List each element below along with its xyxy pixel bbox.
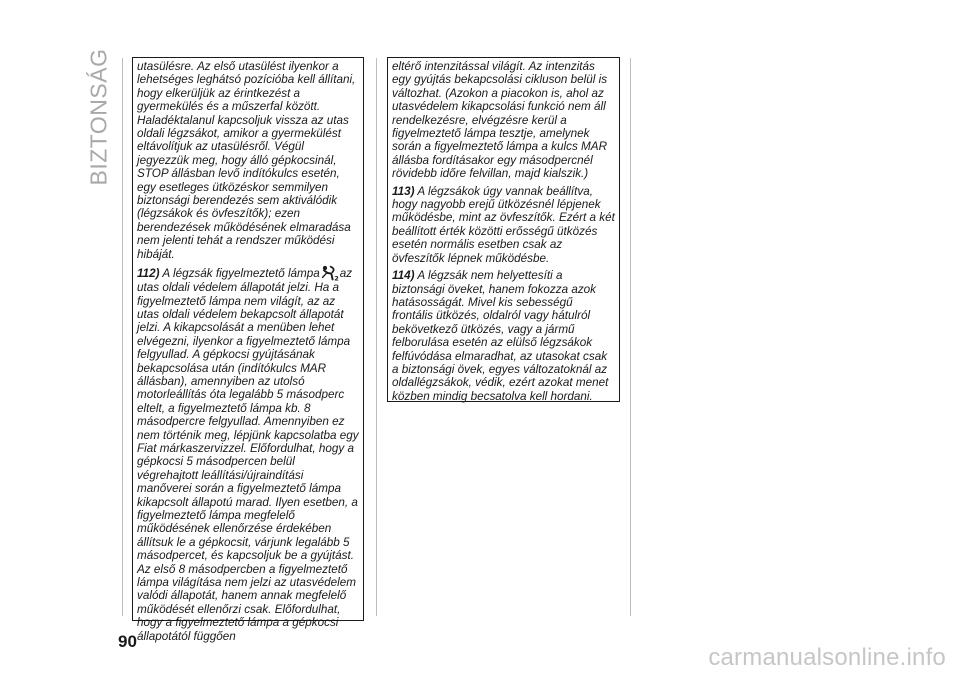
svg-text:2: 2 <box>333 274 339 282</box>
right-paragraph-3-body: A légzsák nem helyettesíti a biztonsági öveket, hanem fokozza azok hatásosságát. Mivel kis sebességű frontális ütközés, oldalról vagy hátulról bekövetkező ütközés, vagy a jármű felborulása esetén az elülső légzsákok felfúvódása elmaradhat, az utasokat csak a biztonsági övek, egyes változatoknál az oldallégzsákok, védik, ezért azokat menet közben mindig becsatolva kell hordani. <box>392 269 609 403</box>
warning-box-left <box>132 57 364 643</box>
note-number-113: 113) <box>392 184 415 198</box>
left-paragraph-2-lead: A légzsák figyelmeztető lámpa <box>162 267 320 281</box>
right-paragraph-2 <box>392 185 615 265</box>
left-paragraph-2 <box>137 265 359 643</box>
right-paragraph-3 <box>392 269 615 403</box>
left-paragraph-1: utasülésre. Az első utasülést ilyenkor a lehetséges leghátsó pozícióba kell állítani, hogy elkerüljük az érintkezést a gyermekülés és a műszerfal között. Haladéktalanul kapcsoljuk vissza az utas oldali légzsákot, amikor a gyermekülést eltávolítjuk az utasülésről. Végül jegyezzük meg, hogy álló gépkocsinál, STOP állásban levő indítókulcs esetén, egy esetleges ütközéskor semmilyen biztonsági berendezés sem aktiválódik (légzsákok és övfeszítők); ezen berendezések működésének elmaradása nem jelenti tehát a rendszer működési hibáját. <box>137 60 356 261</box>
airbag-off-lamp-icon <box>321 265 339 281</box>
page-number: 90 <box>118 632 137 651</box>
column-divider-right <box>630 58 631 616</box>
right-paragraph-2-body: A légzsákok úgy vannak beállítva, hogy nagyobb erejű ütközésnél lépjenek működésbe, mint az övfeszítők. Ezért a két beállított érték közötti erősségű ütközés esetén normális esetben csak az övfeszítők lépnek működésbe. <box>392 184 615 265</box>
section-label-text: BIZTONSÁG <box>85 48 112 186</box>
column-divider-left <box>122 58 123 616</box>
note-number-114: 114) <box>392 269 415 283</box>
left-paragraph-2-body: az utas oldali védelem állapotát jelzi. Ha a figyelmeztető lámpa nem világít, az az utas oldali védelem bekapcsolt állapotát jelzi. A kikapcsolását a menüben lehet elvégezni, ilyenkor a figyelmeztető lámpa felgyullad. A gépkocsi gyújtásának bekapcsolása után (indítókulcs MAR állásban), amennyiben az utolsó motorleállítás óta legalább 5 másodperc eltelt, a figyelmeztető lámpa kb. 8 másodpercre felgyullad. Amennyiben ez nem történik meg, lépjünk kapcsolatba egy Fiat márkaszervizzel. Előfordulhat, hogy a gépkocsi 5 másodpercen belül végrehajtott leállítási/újraindítási manőverei során a figyelmeztető lámpa kikapcsolt állapotú marad. Ilyen esetben, a figyelmeztető lámpa megfelelő működésének ellenőrzése érdekében állítsuk le a gépkocsit, várjunk legalább 5 másodpercet, és kapcsoljuk be a gyújtást. Az első 8 másodpercben a figyelmeztető lámpa világítása nem jelzi az utasvédelem valódi állapotát, hanem annak megfelelő működését ellenőrzi csak. Előfordulhat, hogy a figyelmeztető lámpa a gépkocsi állapotától függően <box>137 267 359 643</box>
note-number-112: 112) <box>137 267 160 281</box>
right-paragraph-1: eltérő intenzitással világít. Az intenzitás egy gyújtás bekapcsolási cikluson belül is változhat. (Azokon a piacokon is, ahol az utasvédelem kikapcsolási funkció nem áll rendelkezésre, elvégzésre kerül a figyelmeztető lámpa tesztje, amelynek során a figyelmeztető lámpa a kulcs MAR állásba fordításakor egy másodpercnél rövidebb időre felvillan, majd kialszik.) <box>392 60 608 181</box>
warning-box-right <box>387 57 620 402</box>
column-divider-middle <box>376 58 377 616</box>
section-label <box>84 48 114 186</box>
watermark-text: carmanualsonline.info <box>708 644 946 671</box>
